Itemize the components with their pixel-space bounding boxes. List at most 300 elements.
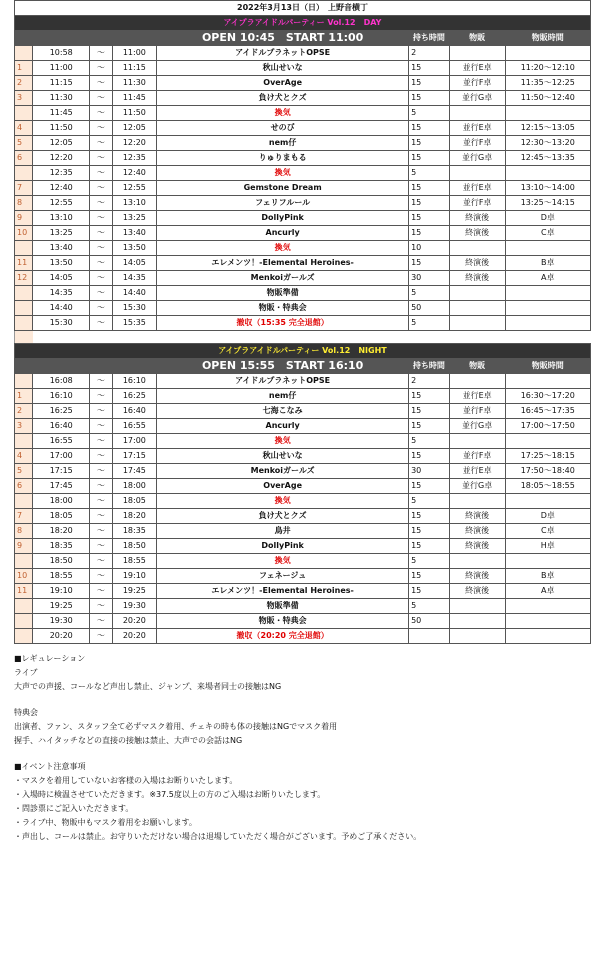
duration: 5 — [409, 166, 450, 181]
schedule-row — [15, 91, 591, 106]
row-number — [15, 46, 33, 61]
time-separator: ～ — [90, 584, 112, 599]
merch-type: 終演後 — [449, 271, 505, 286]
merch-type: 終演後 — [449, 569, 505, 584]
performer-name: フェリフルール — [157, 196, 409, 211]
merch-type: 終演後 — [449, 256, 505, 271]
time-separator: ～ — [90, 121, 112, 136]
night-subhead-row — [15, 359, 591, 374]
duration: 15 — [409, 136, 450, 151]
schedule-row — [15, 181, 591, 196]
start-time: 11:50 — [33, 121, 90, 136]
row-number: 10 — [15, 226, 33, 241]
merch-type — [449, 599, 505, 614]
start-time: 11:00 — [33, 61, 90, 76]
end-time: 11:45 — [112, 91, 157, 106]
time-separator: ～ — [90, 46, 112, 61]
merch-type: 並行F卓 — [449, 404, 505, 419]
day-open-start: OPEN 10:45 START 11:00 — [157, 31, 409, 46]
duration: 15 — [409, 181, 450, 196]
time-separator: ～ — [90, 241, 112, 256]
performer-name: 秋山せいな — [157, 449, 409, 464]
start-time: 18:05 — [33, 509, 90, 524]
end-time: 15:30 — [112, 301, 157, 316]
time-separator: ～ — [90, 494, 112, 509]
performer-name: アイドルプラネットOPSE — [157, 374, 409, 389]
schedule-row — [15, 389, 591, 404]
row-number: 12 — [15, 271, 33, 286]
start-time: 12:35 — [33, 166, 90, 181]
duration: 5 — [409, 554, 450, 569]
timetable-day — [14, 0, 591, 331]
schedule-row — [15, 629, 591, 644]
merch-type: 並行G卓 — [449, 479, 505, 494]
end-time: 19:25 — [112, 584, 157, 599]
merch-type — [449, 301, 505, 316]
merch-time — [505, 301, 590, 316]
performer-name: DollyPink — [157, 211, 409, 226]
duration: 15 — [409, 479, 450, 494]
duration: 15 — [409, 76, 450, 91]
start-time: 11:15 — [33, 76, 90, 91]
start-time: 16:55 — [33, 434, 90, 449]
schedule-row — [15, 121, 591, 136]
row-number: 8 — [15, 524, 33, 539]
schedule-row — [15, 539, 591, 554]
start-time: 11:30 — [33, 91, 90, 106]
merch-type — [449, 494, 505, 509]
merch-time: B卓 — [505, 569, 590, 584]
merch-type: 並行F卓 — [449, 449, 505, 464]
merch-time — [505, 316, 590, 331]
event-item: ・問診票にご記入いただきます。 — [14, 804, 134, 813]
night-banner: アイプラアイドルパーティー Vol.12 NIGHT — [15, 344, 591, 359]
merch-time: 16:30～17:20 — [505, 389, 590, 404]
schedule-row — [15, 316, 591, 331]
row-number: 3 — [15, 419, 33, 434]
row-number: 2 — [15, 404, 33, 419]
end-time: 19:10 — [112, 569, 157, 584]
merch-time: 11:20～12:10 — [505, 61, 590, 76]
merch-type — [449, 166, 505, 181]
end-time: 12:55 — [112, 181, 157, 196]
performer-name: 物販・特典会 — [157, 301, 409, 316]
end-time: 12:05 — [112, 121, 157, 136]
end-time: 16:10 — [112, 374, 157, 389]
live-heading: ライブ — [14, 668, 38, 677]
schedule-row — [15, 524, 591, 539]
time-separator: ～ — [90, 271, 112, 286]
start-time: 12:40 — [33, 181, 90, 196]
start-time: 17:45 — [33, 479, 90, 494]
schedule-row — [15, 584, 591, 599]
row-number: 6 — [15, 151, 33, 166]
row-number: 10 — [15, 569, 33, 584]
merch-time — [505, 599, 590, 614]
performer-name: OverAge — [157, 479, 409, 494]
start-time: 19:30 — [33, 614, 90, 629]
day-col-duration: 持ち時間 — [409, 31, 450, 46]
merch-type: 終演後 — [449, 584, 505, 599]
night-col-merch: 物販 — [449, 359, 505, 374]
performer-name: 負け犬とクズ — [157, 91, 409, 106]
duration: 5 — [409, 286, 450, 301]
performer-name: 負け犬とクズ — [157, 509, 409, 524]
time-separator: ～ — [90, 419, 112, 434]
performer-name: Menkoiガールズ — [157, 464, 409, 479]
time-separator: ～ — [90, 479, 112, 494]
time-separator: ～ — [90, 106, 112, 121]
time-separator: ～ — [90, 76, 112, 91]
schedule-row — [15, 106, 591, 121]
performer-name: 撤収（20:20 完全退館） — [157, 629, 409, 644]
time-separator: ～ — [90, 449, 112, 464]
day-col-merch-time: 物販時間 — [505, 31, 590, 46]
end-time: 18:55 — [112, 554, 157, 569]
schedule-row — [15, 166, 591, 181]
merch-type: 終演後 — [449, 524, 505, 539]
row-number: 9 — [15, 211, 33, 226]
merch-time — [505, 106, 590, 121]
start-time: 13:40 — [33, 241, 90, 256]
time-separator: ～ — [90, 569, 112, 584]
schedule-row — [15, 614, 591, 629]
performer-name: アイドルプラネットOPSE — [157, 46, 409, 61]
end-time: 13:10 — [112, 196, 157, 211]
merch-type — [449, 106, 505, 121]
event-item: ・入場時に検温させていただきます。※37.5度以上の方のご入場はお断りいたします。 — [14, 790, 326, 799]
start-time: 13:25 — [33, 226, 90, 241]
merch-time: C卓 — [505, 524, 590, 539]
merch-type: 並行G卓 — [449, 151, 505, 166]
merch-type — [449, 629, 505, 644]
merch-type: 並行F卓 — [449, 196, 505, 211]
merch-type — [449, 286, 505, 301]
merch-time: 11:50～12:40 — [505, 91, 590, 106]
row-number: 3 — [15, 91, 33, 106]
night-banner-row — [15, 344, 591, 359]
page-title: 2022年3月13日（日） 上野音横丁 — [15, 1, 591, 16]
performer-name: 換気 — [157, 494, 409, 509]
notes-gap — [14, 694, 602, 706]
end-time: 20:20 — [112, 629, 157, 644]
time-separator: ～ — [90, 91, 112, 106]
start-time: 18:50 — [33, 554, 90, 569]
merch-time: B卓 — [505, 256, 590, 271]
start-time: 11:45 — [33, 106, 90, 121]
merch-type — [449, 614, 505, 629]
time-separator: ～ — [90, 389, 112, 404]
performer-name: 換気 — [157, 434, 409, 449]
merch-type: 並行E卓 — [449, 61, 505, 76]
schedule-row — [15, 374, 591, 389]
row-number: 4 — [15, 121, 33, 136]
performer-name: Ancurly — [157, 419, 409, 434]
row-number — [15, 554, 33, 569]
schedule-row — [15, 434, 591, 449]
merch-time: A卓 — [505, 271, 590, 286]
duration: 2 — [409, 46, 450, 61]
schedule-row — [15, 46, 591, 61]
day-rows — [15, 46, 591, 331]
merch-time: 18:05～18:55 — [505, 479, 590, 494]
start-time: 18:00 — [33, 494, 90, 509]
performer-name: 撤収（15:35 完全退館） — [157, 316, 409, 331]
performer-name: 物販準備 — [157, 286, 409, 301]
row-number: 1 — [15, 61, 33, 76]
duration: 15 — [409, 539, 450, 554]
end-time: 14:05 — [112, 256, 157, 271]
merch-time: 13:10～14:00 — [505, 181, 590, 196]
end-time: 15:35 — [112, 316, 157, 331]
performer-name: 換気 — [157, 166, 409, 181]
schedule-row — [15, 509, 591, 524]
start-time: 17:00 — [33, 449, 90, 464]
merch-type — [449, 46, 505, 61]
schedule-row — [15, 241, 591, 256]
end-time: 12:35 — [112, 151, 157, 166]
performer-name: 物販・特典会 — [157, 614, 409, 629]
merch-type: 並行E卓 — [449, 121, 505, 136]
duration: 15 — [409, 524, 450, 539]
merch-time — [505, 286, 590, 301]
performer-name: エレメンツ！-Elemental Heroines- — [157, 256, 409, 271]
row-number — [15, 241, 33, 256]
event-heading: ■イベント注意事項 — [14, 762, 86, 771]
duration: 15 — [409, 256, 450, 271]
row-number: 4 — [15, 449, 33, 464]
performer-name: 換気 — [157, 106, 409, 121]
performer-name: 秋山せいな — [157, 61, 409, 76]
merch-time: A卓 — [505, 584, 590, 599]
duration: 5 — [409, 494, 450, 509]
merch-time: C卓 — [505, 226, 590, 241]
duration: 15 — [409, 404, 450, 419]
time-separator: ～ — [90, 464, 112, 479]
night-col-merch-time: 物販時間 — [505, 359, 590, 374]
time-separator: ～ — [90, 614, 112, 629]
schedule-row — [15, 136, 591, 151]
end-time: 11:00 — [112, 46, 157, 61]
merch-time: D卓 — [505, 211, 590, 226]
time-separator: ～ — [90, 301, 112, 316]
duration: 15 — [409, 389, 450, 404]
performer-name: Ancurly — [157, 226, 409, 241]
row-number — [15, 166, 33, 181]
merch-type — [449, 434, 505, 449]
start-time: 14:35 — [33, 286, 90, 301]
schedule-row — [15, 464, 591, 479]
end-time: 11:30 — [112, 76, 157, 91]
duration: 30 — [409, 464, 450, 479]
row-number — [15, 434, 33, 449]
performer-name: 換気 — [157, 241, 409, 256]
end-time: 12:20 — [112, 136, 157, 151]
duration: 15 — [409, 584, 450, 599]
merch-time: H卓 — [505, 539, 590, 554]
end-time: 11:15 — [112, 61, 157, 76]
start-time: 12:05 — [33, 136, 90, 151]
end-time: 16:40 — [112, 404, 157, 419]
notes-gap — [14, 748, 602, 760]
merch-type: 終演後 — [449, 539, 505, 554]
end-time: 13:50 — [112, 241, 157, 256]
end-time: 18:20 — [112, 509, 157, 524]
merch-time — [505, 494, 590, 509]
schedule-row — [15, 569, 591, 584]
schedule-row — [15, 404, 591, 419]
row-number — [15, 286, 33, 301]
merch-type: 並行F卓 — [449, 136, 505, 151]
end-time: 16:25 — [112, 389, 157, 404]
end-time: 13:40 — [112, 226, 157, 241]
merch-time — [505, 614, 590, 629]
row-number: 1 — [15, 389, 33, 404]
duration: 5 — [409, 434, 450, 449]
duration: 15 — [409, 419, 450, 434]
duration: 50 — [409, 614, 450, 629]
duration: 15 — [409, 226, 450, 241]
duration: 2 — [409, 374, 450, 389]
performer-name: フェネージュ — [157, 569, 409, 584]
start-time: 13:50 — [33, 256, 90, 271]
row-number — [15, 599, 33, 614]
merch-type: 終演後 — [449, 211, 505, 226]
merch-time — [505, 166, 590, 181]
night-rows — [15, 374, 591, 644]
duration: 30 — [409, 271, 450, 286]
merch-type: 並行G卓 — [449, 419, 505, 434]
performer-name: OverAge — [157, 76, 409, 91]
row-number — [15, 494, 33, 509]
start-time: 20:20 — [33, 629, 90, 644]
tokuten-heading: 特典会 — [14, 708, 38, 717]
performer-name: エレメンツ！-Elemental Heroines- — [157, 584, 409, 599]
merch-time: 11:35～12:25 — [505, 76, 590, 91]
schedule-row — [15, 479, 591, 494]
schedule-row — [15, 301, 591, 316]
day-col-merch: 物販 — [449, 31, 505, 46]
event-item: ・ライブ中、物販中もマスク着用をお願いします。 — [14, 818, 197, 827]
end-time: 13:25 — [112, 211, 157, 226]
time-separator: ～ — [90, 374, 112, 389]
night-open-start: OPEN 15:55 START 16:10 — [157, 359, 409, 374]
performer-name: 鳥井 — [157, 524, 409, 539]
schedule-row — [15, 61, 591, 76]
row-number: 9 — [15, 539, 33, 554]
start-time: 12:20 — [33, 151, 90, 166]
merch-type: 終演後 — [449, 226, 505, 241]
duration: 15 — [409, 449, 450, 464]
performer-name: Menkoiガールズ — [157, 271, 409, 286]
end-time: 12:40 — [112, 166, 157, 181]
duration: 15 — [409, 91, 450, 106]
end-time: 14:35 — [112, 271, 157, 286]
schedule-row — [15, 494, 591, 509]
section-spacer — [14, 331, 33, 343]
row-number: 11 — [15, 256, 33, 271]
end-time: 17:00 — [112, 434, 157, 449]
performer-name: nem仔 — [157, 136, 409, 151]
duration: 5 — [409, 316, 450, 331]
time-separator: ～ — [90, 599, 112, 614]
merch-time: D卓 — [505, 509, 590, 524]
merch-time: 12:15～13:05 — [505, 121, 590, 136]
row-number: 5 — [15, 464, 33, 479]
time-separator: ～ — [90, 509, 112, 524]
start-time: 16:10 — [33, 389, 90, 404]
merch-time: 17:25～18:15 — [505, 449, 590, 464]
day-banner-row — [15, 16, 591, 31]
time-separator: ～ — [90, 196, 112, 211]
duration: 15 — [409, 211, 450, 226]
start-time: 18:35 — [33, 539, 90, 554]
performer-name: DollyPink — [157, 539, 409, 554]
row-number — [15, 301, 33, 316]
performer-name: 換気 — [157, 554, 409, 569]
end-time: 16:55 — [112, 419, 157, 434]
row-number: 7 — [15, 181, 33, 196]
time-separator: ～ — [90, 256, 112, 271]
time-separator: ～ — [90, 61, 112, 76]
row-number: 2 — [15, 76, 33, 91]
time-separator: ～ — [90, 554, 112, 569]
schedule-row — [15, 211, 591, 226]
merch-time — [505, 241, 590, 256]
end-time: 19:30 — [112, 599, 157, 614]
duration: 50 — [409, 301, 450, 316]
merch-time: 17:50～18:40 — [505, 464, 590, 479]
row-number — [15, 316, 33, 331]
schedule-row — [15, 196, 591, 211]
time-separator: ～ — [90, 181, 112, 196]
merch-type — [449, 374, 505, 389]
time-separator: ～ — [90, 286, 112, 301]
merch-type: 並行E卓 — [449, 181, 505, 196]
schedule-row — [15, 256, 591, 271]
duration: 15 — [409, 509, 450, 524]
start-time: 13:10 — [33, 211, 90, 226]
end-time: 11:50 — [112, 106, 157, 121]
start-time: 12:55 — [33, 196, 90, 211]
merch-time: 17:00～17:50 — [505, 419, 590, 434]
time-separator: ～ — [90, 539, 112, 554]
performer-name: Gemstone Dream — [157, 181, 409, 196]
schedule-row — [15, 286, 591, 301]
end-time: 18:50 — [112, 539, 157, 554]
time-separator: ～ — [90, 629, 112, 644]
merch-type: 並行F卓 — [449, 76, 505, 91]
schedule-row — [15, 271, 591, 286]
row-number: 8 — [15, 196, 33, 211]
end-time: 17:45 — [112, 464, 157, 479]
merch-type: 並行E卓 — [449, 464, 505, 479]
time-separator: ～ — [90, 136, 112, 151]
merch-time — [505, 554, 590, 569]
start-time: 19:10 — [33, 584, 90, 599]
schedule-row — [15, 599, 591, 614]
schedule-row — [15, 226, 591, 241]
time-separator: ～ — [90, 151, 112, 166]
event-item: ・声出し、コールは禁止。お守りいただけない場合は退場していただく場合がございます。予めご了承ください。 — [14, 832, 422, 841]
merch-time: 12:45～13:35 — [505, 151, 590, 166]
time-separator: ～ — [90, 166, 112, 181]
start-time: 16:08 — [33, 374, 90, 389]
merch-time: 13:25～14:15 — [505, 196, 590, 211]
tokuten-text-2: 握手、ハイタッチなどの直接の接触は禁止、大声での会話はNG — [14, 736, 243, 745]
merch-time — [505, 629, 590, 644]
tokuten-text-1: 出演者、ファン、スタッフ全て必ずマスク着用、チェキの時も体の接触はNGでマスク着用 — [14, 722, 338, 731]
